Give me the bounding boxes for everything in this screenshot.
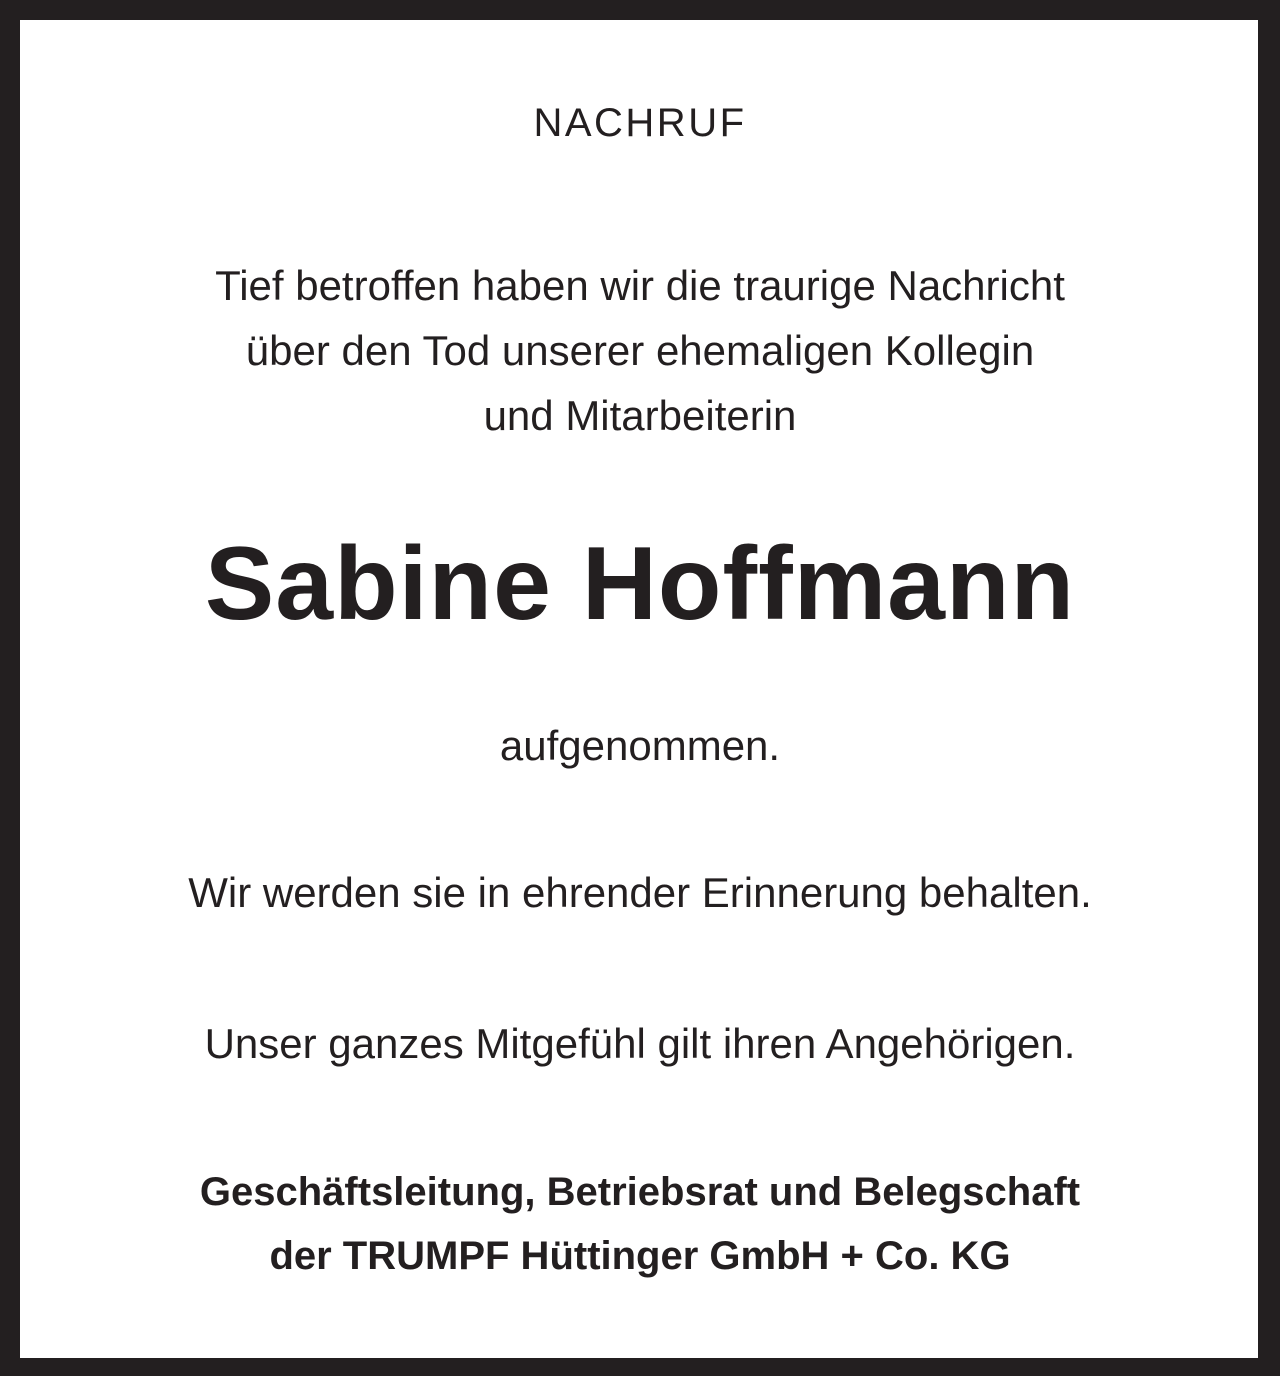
deceased-name: Sabine Hoffmann <box>204 526 1076 642</box>
notice-heading: NACHRUF <box>533 101 747 145</box>
intro-line-2: über den Tod unserer ehemaligen Kollegin <box>245 327 1035 374</box>
signature-line-2: der TRUMPF Hüttinger GmbH + Co. KG <box>269 1234 1011 1278</box>
condolence-text: Unser ganzes Mitgefühl gilt ihren Angehörigen. <box>204 1020 1076 1067</box>
signature-line-1: Geschäftsleitung, Betriebsrat und Belegschaft <box>199 1170 1081 1214</box>
remembrance-text: Wir werden sie in ehrender Erinnerung behalten. <box>188 869 1092 916</box>
intro-line-3: und Mitarbeiterin <box>483 392 797 439</box>
received-text: aufgenommen. <box>499 722 781 769</box>
intro-line-1: Tief betroffen haben wir die traurige Nachricht <box>215 262 1065 309</box>
